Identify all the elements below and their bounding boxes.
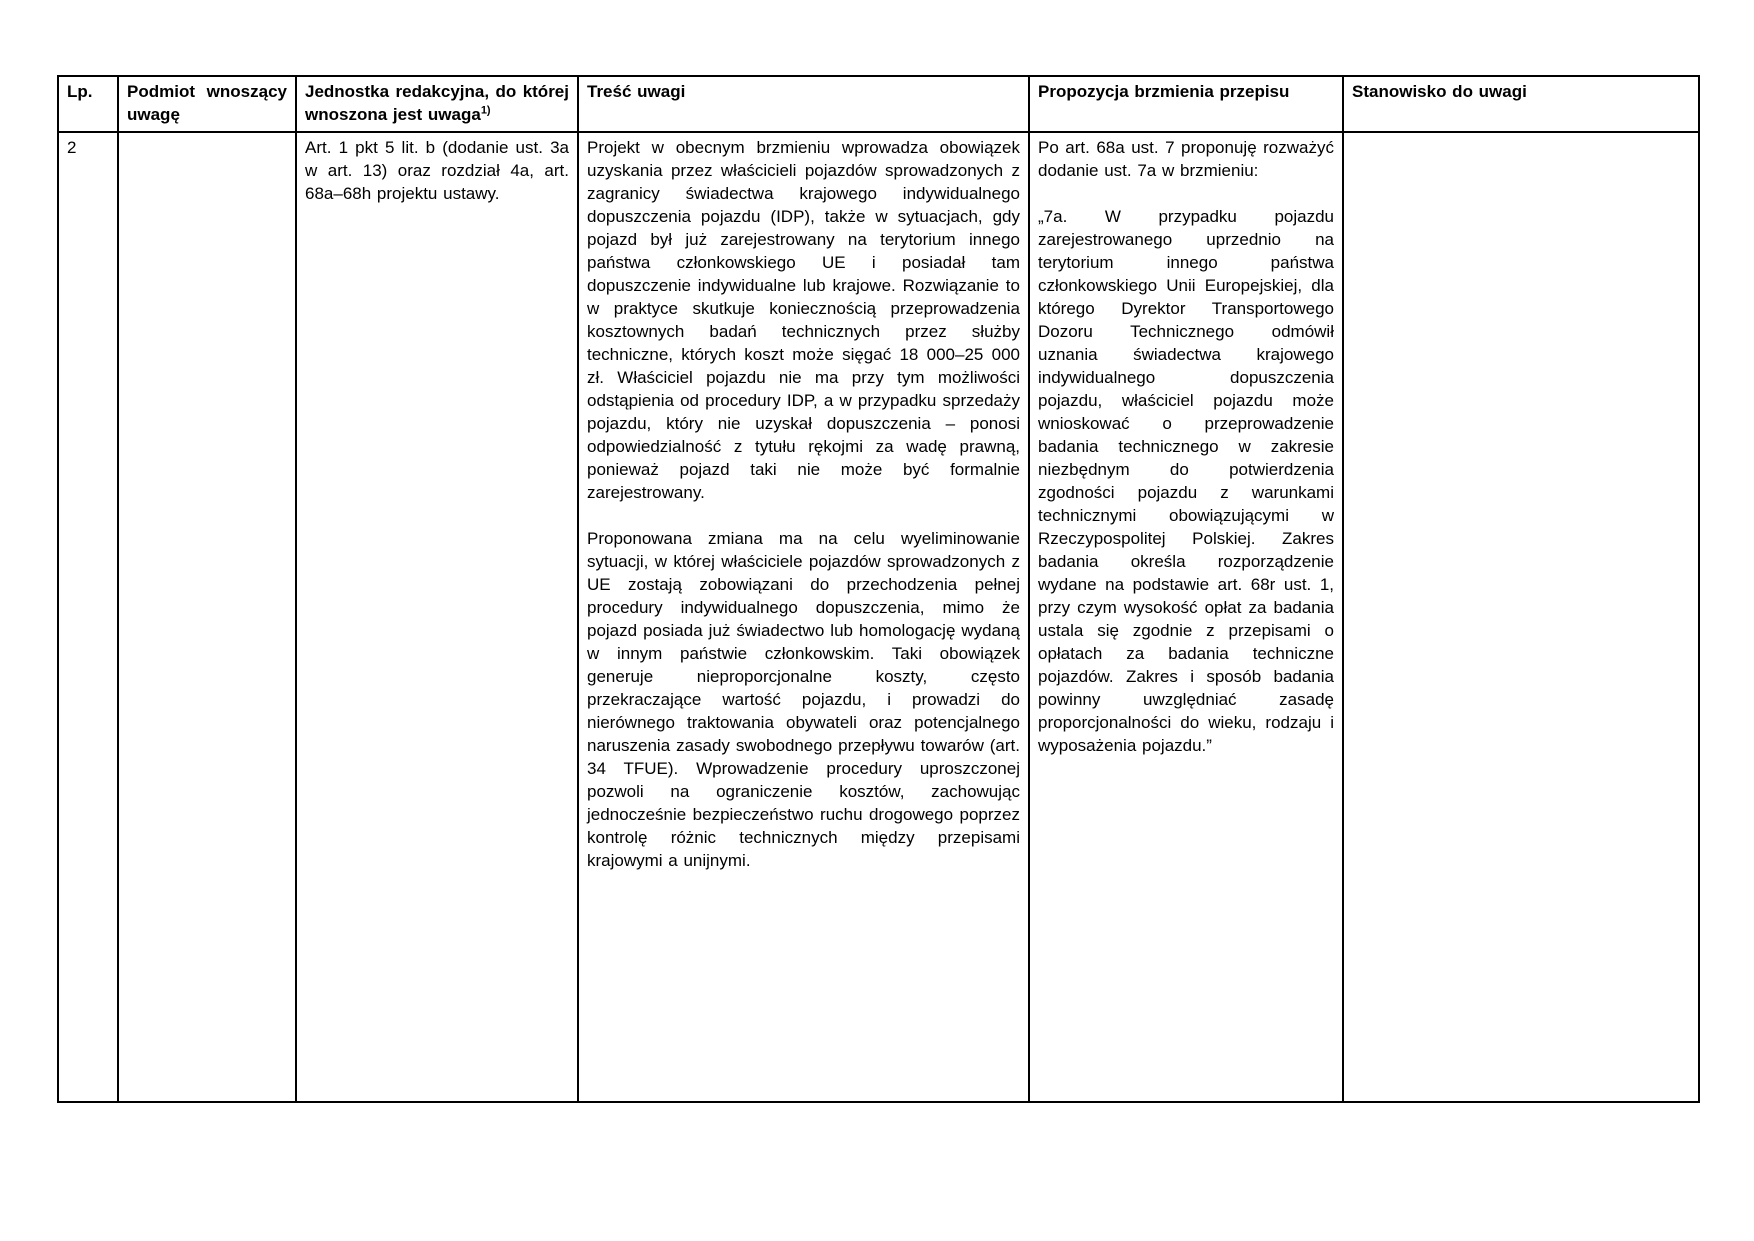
header-tresc: Treść uwagi bbox=[578, 76, 1029, 132]
header-propozycja: Propozycja brzmienia przepisu bbox=[1029, 76, 1343, 132]
cell-stanowisko bbox=[1343, 132, 1699, 1102]
tresc-content bbox=[587, 136, 1020, 1096]
header-jednostka bbox=[296, 76, 578, 132]
comments-table bbox=[57, 75, 1700, 1103]
footnote-ref: 1) bbox=[480, 104, 491, 117]
cell-propozycja bbox=[1029, 132, 1343, 1102]
table-row bbox=[58, 132, 1699, 1102]
header-row bbox=[58, 76, 1699, 132]
cell-lp: 2 bbox=[58, 132, 118, 1102]
tresc-paragraph-2: Proponowana zmiana ma na celu wyeliminowanie sytuacji, w której właściciele pojazdów sprowadzonych z UE zostają zobowiązani do przechodzenia pełnej procedury indywidualnego dopuszczenia, mimo że pojazd posiada już świadectwo lub homologację wydaną w innym państwie członkowskim. Taki obowiązek generuje nieproporcjonalne koszty, często przekraczające wartość pojazdu, i prowadzi do nierównego traktowania obywateli oraz potencjalnego naruszenia zasady swobodnego przepływu towarów (art. 34 TFUE). Wprowadzenie procedury uproszczonej pozwoli na ograniczenie kosztów, zachowując jednocześnie bezpieczeństwo ruchu drogowego poprzez kontrolę różnic technicznych między przepisami krajowymi a unijnymi. bbox=[587, 529, 1020, 870]
cell-jednostka: Art. 1 pkt 5 lit. b (dodanie ust. 3a w art. 13) oraz rozdział 4a, art. 68a–68h projektu ustawy. bbox=[296, 132, 578, 1102]
header-stanowisko: Stanowisko do uwagi bbox=[1343, 76, 1699, 132]
header-podmiot: Podmiot wnoszący uwagę bbox=[118, 76, 296, 132]
cell-tresc bbox=[578, 132, 1029, 1102]
cell-podmiot bbox=[118, 132, 296, 1102]
propozycja-paragraph-1: Po art. 68a ust. 7 proponuję rozważyć dodanie ust. 7a w brzmieniu: bbox=[1038, 138, 1334, 180]
header-lp: Lp. bbox=[58, 76, 118, 132]
header-jednostka-label: Jednostka redakcyjna, do której wnoszona jest uwaga bbox=[305, 82, 569, 124]
tresc-paragraph-1: Projekt w obecnym brzmieniu wprowadza obowiązek uzyskania przez właścicieli pojazdów sprowadzonych z zagranicy świadectwa krajowego indywidualnego dopuszczenia pojazdu (IDP), także w sytuacjach, gdy pojazd był już zarejestrowany na terytorium innego państwa członkowskiego UE i posiadał tam dopuszczenie indywidualne lub krajowe. Rozwiązanie to w praktyce skutkuje koniecznością przeprowadzenia kosztownych badań technicznych przez służby techniczne, których koszt może sięgać 18 000–25 000 zł. Właściciel pojazdu nie ma przy tym możliwości odstąpienia od procedury IDP, a w przypadku sprzedaży pojazdu, który nie uzyskał dopuszczenia – ponosi odpowiedzialność z tytułu rękojmi za wadę prawną, ponieważ pojazd taki nie może być formalnie zarejestrowany. bbox=[587, 138, 1020, 502]
propozycja-paragraph-2: „7a. W przypadku pojazdu zarejestrowanego uprzednio na terytorium innego państwa członkowskiego Unii Europejskiej, dla którego Dyrektor Transportowego Dozoru Technicznego odmówił uznania świadectwa krajowego indywidualnego dopuszczenia pojazdu, właściciel pojazdu może wnioskować o przeprowadzenie badania technicznego w zakresie niezbędnym do potwierdzenia zgodności pojazdu z warunkami technicznymi obowiązującymi w Rzeczypospolitej Polskiej. Zakres badania określa rozporządzenie wydane na podstawie art. 68r ust. 1, przy czym wysokość opłat za badania ustala się zgodnie z przepisami o opłatach za badania techniczne pojazdów. Zakres i sposób badania powinny uwzględniać zasadę proporcjonalności do wieku, rodzaju i wyposażenia pojazdu.” bbox=[1038, 207, 1334, 755]
